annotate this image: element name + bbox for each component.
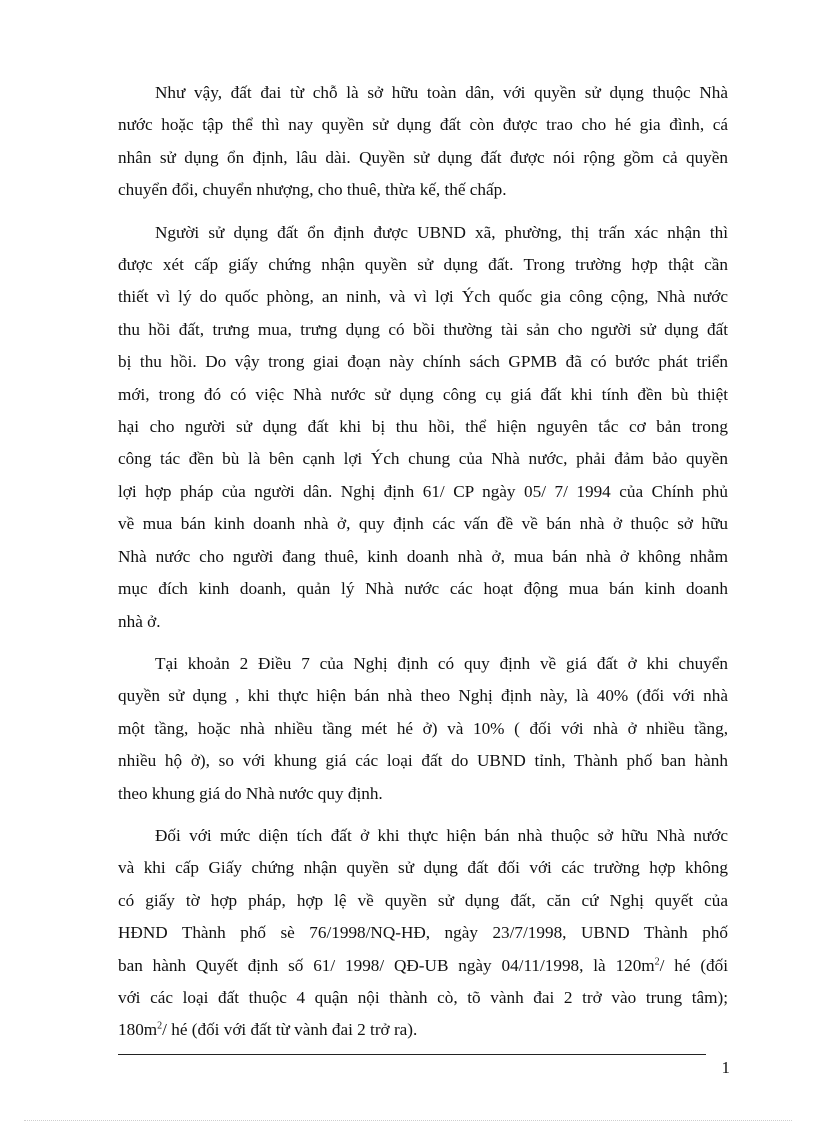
text-line: một tầng, hoặc nhà nhiều tầng mét hé ở) và 10% ( đối với nhà ở nhiều tầng, xyxy=(118,718,728,738)
text-line: công tác đền bù là bên cạnh lợi Ých chung của Nhà nước, phải đảm bảo quyền xyxy=(118,449,728,469)
text-line: và khi cấp Giấy chứng nhận quyền sử dụng đất đối với các trường hợp không xyxy=(118,858,728,878)
text-line: nhiều hộ ở), so với khung giá các loại đất do UBND tỉnh, Thành phố ban hành xyxy=(118,751,728,771)
text-line: Nhà nước cho người đang thuê, kinh doanh nhà ở, mua bán nhà ở không nhằm xyxy=(118,546,728,566)
text-line-with-superscript xyxy=(118,950,728,982)
text-line: thu hồi đất, trưng mua, trưng dụng có bồi thường tài sản cho người sử dụng đất xyxy=(118,319,728,339)
page-number: 1 xyxy=(721,1058,730,1077)
text-line: về mua bán kinh doanh nhà ở, quy định các vấn đề về bán nhà ở thuộc sở hữu xyxy=(118,514,728,534)
text-line: chuyển đổi, chuyển nhượng, cho thuê, thừa kế, thế chấp. xyxy=(118,180,507,200)
superscript: 2 xyxy=(157,1020,163,1032)
text-line: nước hoặc tập thể thì nay quyền sử dụng đất còn được trao cho hé gia đình, cá xyxy=(118,115,728,135)
text-line: theo khung giá do Nhà nước quy định. xyxy=(118,783,383,803)
text-line: mục đích kinh doanh, quản lý Nhà nước các hoạt động mua bán kinh doanh xyxy=(118,579,728,599)
body-text xyxy=(118,77,728,1057)
text-line: nhà ở. xyxy=(118,611,161,631)
paragraph xyxy=(118,648,728,810)
text-line: nhân sử dụng ổn định, lâu dài. Quyền sử dụng đất được nói rộng gồm cả quyền xyxy=(118,147,728,167)
footer-divider xyxy=(118,1054,706,1055)
text-line: quyền sử dụng , khi thực hiện bán nhà theo Nghị định này, là 40% (đối với nhà xyxy=(118,686,728,706)
text-line: mới, trong đó có việc Nhà nước sử dụng công cụ giá đất khi tính đền bù thiệt xyxy=(118,384,728,404)
text-line: hại cho người sử dụng đất khi bị thu hồi, thể hiện nguyên tắc cơ bản trong xyxy=(118,417,728,437)
paragraph xyxy=(118,820,728,1047)
text-line-with-superscript xyxy=(118,1014,728,1046)
text-line: được xét cấp giấy chứng nhận quyền sử dụng đất. Trong trường hợp thật cần xyxy=(118,255,728,275)
paragraph xyxy=(118,217,728,638)
paragraph xyxy=(118,77,728,207)
text-segment: / hé (đối xyxy=(659,955,728,975)
text-line: có giấy tờ hợp pháp, hợp lệ về quyền sử dụng đất, căn cứ Nghị quyết của xyxy=(118,890,728,910)
text-line: với các loại đất thuộc 4 quận nội thành cò, tõ vành đai 2 trở vào trung tâm); xyxy=(118,987,728,1007)
page-boundary xyxy=(24,1120,792,1121)
text-line: Đối với mức diện tích đất ở khi thực hiện bán nhà thuộc sở hữu Nhà nước xyxy=(155,825,728,845)
text-line: Người sử dụng đất ổn định được UBND xã, phường, thị trấn xác nhận thì xyxy=(155,222,728,242)
text-segment: / hé (đối với đất từ vành đai 2 trở ra). xyxy=(162,1020,418,1040)
text-segment: 180m xyxy=(118,1020,158,1040)
text-line: thiết vì lý do quốc phòng, an ninh, và vì lợi Ých quốc gia công cộng, Nhà nước xyxy=(118,287,728,307)
text-segment: ban hành Quyết định số 61/ 1998/ QĐ-UB ngày 04/11/1998, là 120m xyxy=(118,955,655,975)
superscript: 2 xyxy=(654,955,660,967)
text-line: HĐND Thành phố sè 76/1998/NQ-HĐ, ngày 23/7/1998, UBND Thành phố xyxy=(118,923,728,943)
text-line: lợi hợp pháp của người dân. Nghị định 61/ CP ngày 05/ 7/ 1994 của Chính phủ xyxy=(118,481,728,501)
text-line: Như vậy, đất đai từ chỗ là sở hữu toàn dân, với quyền sử dụng thuộc Nhà xyxy=(155,83,728,102)
text-line: Tại khoản 2 Điều 7 của Nghị định có quy định về giá đất ở khi chuyển xyxy=(155,653,728,673)
text-line: bị thu hồi. Do vậy trong giai đoạn này chính sách GPMB đã có bước phát triển xyxy=(118,352,728,372)
